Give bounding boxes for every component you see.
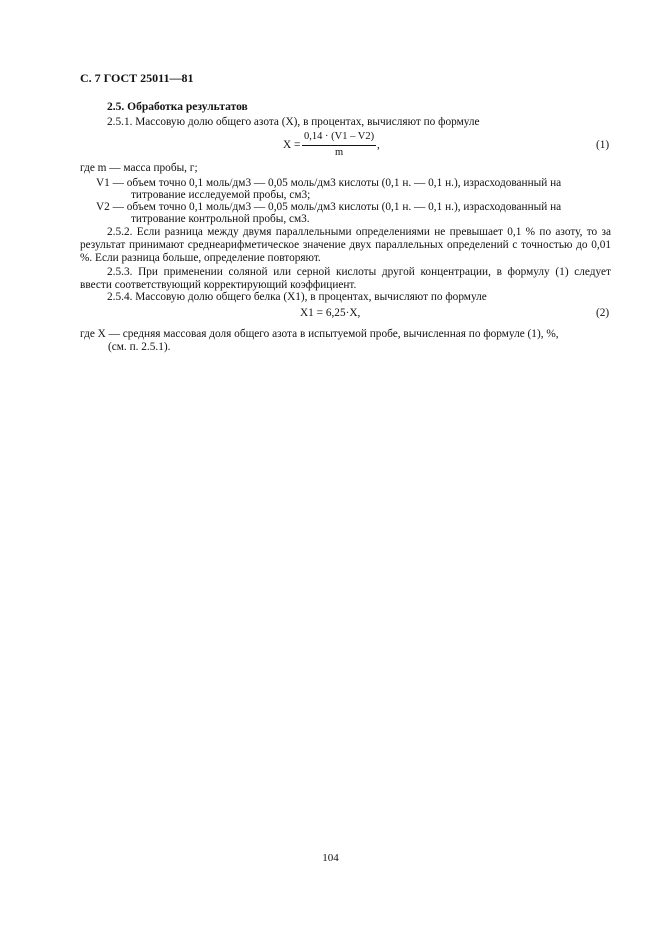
p-2-5-1-text: 2.5.1. Массовую долю общего азота (X), в процентах, вычисляют по формуле xyxy=(107,116,480,128)
formula-1-suffix: , xyxy=(377,139,380,151)
formula-2-expr: X1 = 6,25·X, xyxy=(300,307,361,319)
paragraph-2-5-4: 2.5.4. Массовую долю общего белка (X1), в процентах, вычисляют по формуле xyxy=(107,291,487,303)
paragraph-2-5-1 xyxy=(107,116,480,129)
where-v2-line1: V2 — объем точно 0,1 моль/дм3 — 0,05 моль/дм3 кислоты (0,1 н. — 0,1 н.), израсходованный на xyxy=(96,201,562,213)
formula-1-fraction xyxy=(302,131,376,159)
formula-1-number: (1) xyxy=(596,139,610,151)
page-header: С. 7 ГОСТ 25011—81 xyxy=(80,71,194,85)
where-v1-line2: титрование исследуемой пробы, см3; xyxy=(131,189,311,201)
formula-1-lhs: X = xyxy=(283,139,301,151)
section-title: 2.5. Обработка результатов xyxy=(107,101,248,113)
page-number: 104 xyxy=(322,852,339,864)
where-v2-line2: титрование контрольной пробы, см3. xyxy=(131,213,310,225)
paragraph-2-5-2: 2.5.2. Если разница между двумя параллельными определениями не превышает 0,1 % по азоту, то за результат принимают среднеарифметическое значение двух параллельных определений с точностью до 0,01 %. Если разница больше, определение повторяют. xyxy=(80,226,611,264)
where-m: где m — масса пробы, г; xyxy=(80,162,198,174)
formula-1-numerator: 0,14 · (V1 – V2) xyxy=(304,131,375,142)
formula-1-denominator: m xyxy=(334,147,344,158)
paragraph-2-5-3: 2.5.3. При применении соляной или серной кислоты другой концентрации, в формулу (1) следует ввести соответствующий корректирующий коэффициент. xyxy=(80,266,611,291)
where-x-line1: где X — средняя массовая доля общего азота в испытуемой пробе, вычисленная по формуле (1), %, xyxy=(80,328,559,340)
fraction-bar xyxy=(302,145,376,146)
formula-2-number: (2) xyxy=(596,307,610,319)
where-v1-line1: V1 — объем точно 0,1 моль/дм3 — 0,05 моль/дм3 кислоты (0,1 н. — 0,1 н.), израсходованный на xyxy=(96,177,562,189)
where-x-line2: (см. п. 2.5.1). xyxy=(108,341,171,353)
